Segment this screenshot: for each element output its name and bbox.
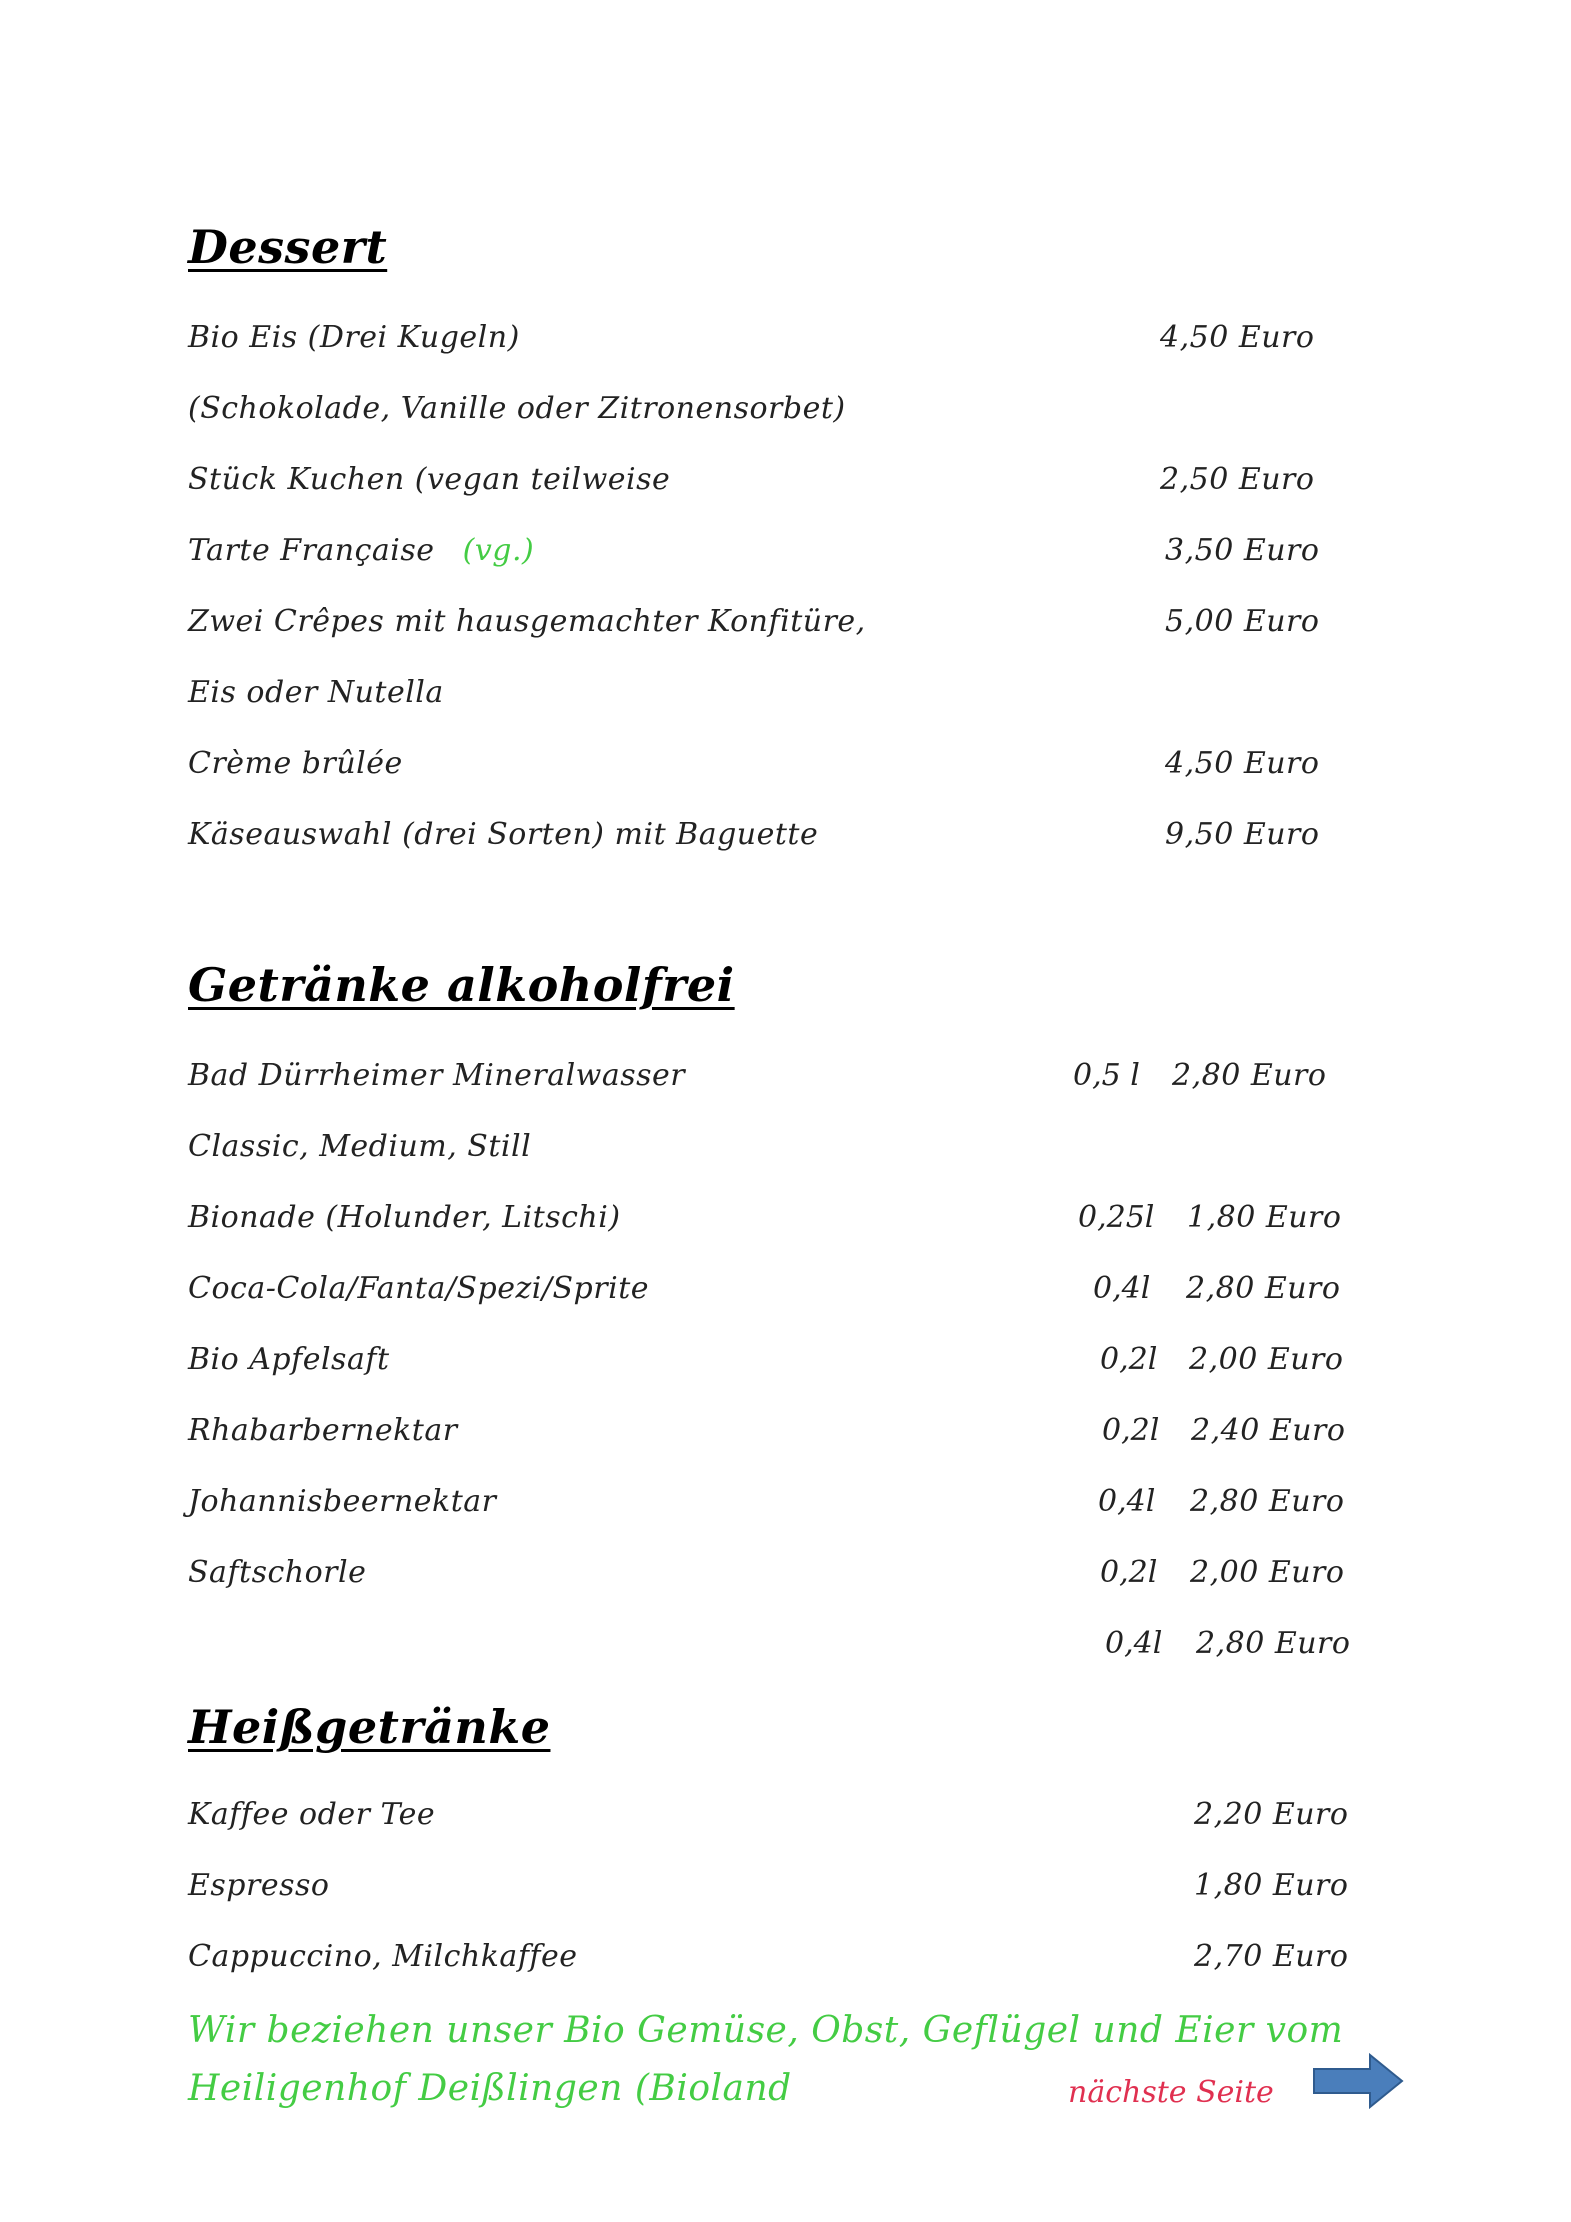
softdrink-item-volume: 0,4l [1093, 1271, 1151, 1306]
softdrink-item-name: Bad Dürrheimer Mineralwasser [188, 1058, 686, 1093]
softdrink-item-name: Bio Apfelsaft [188, 1342, 390, 1377]
supplier-note-line2: Heiligenhof Deißlingen (Bioland [188, 2068, 792, 2109]
hotdrink-item-price: 2,70 Euro [1194, 1939, 1349, 1974]
dessert-item-price: 2,50 Euro [1160, 462, 1315, 497]
dessert-heading: Dessert [188, 220, 388, 274]
softdrink-item-price: 2,40 Euro [1191, 1413, 1346, 1448]
dessert-item-name: Stück Kuchen (vegan teilweise [188, 462, 671, 497]
vegan-tag: (vg.) [462, 533, 535, 568]
softdrink-item-name: Rhabarbernektar [188, 1413, 458, 1448]
softdrink-item-name: Saftschorle [188, 1555, 367, 1590]
dessert-item-name: Eis oder Nutella [188, 675, 444, 710]
dessert-item-name: Zwei Crêpes mit hausgemachter Konfitüre, [188, 604, 866, 639]
softdrink-item-name: Coca-Cola/Fanta/Spezi/Sprite [188, 1271, 649, 1306]
softdrink-item-volume: 0,2l [1100, 1555, 1158, 1590]
softdrink-item-name: Bionade (Holunder, Litschi) [188, 1200, 621, 1235]
softdrinks-heading: Getränke alkoholfrei [188, 958, 735, 1012]
hotdrink-item-price: 1,80 Euro [1194, 1868, 1349, 1903]
softdrink-item-volume: 0,2l [1102, 1413, 1160, 1448]
softdrink-item-volume: 0,5 l [1073, 1058, 1140, 1093]
dessert-item-price: 3,50 Euro [1165, 533, 1320, 568]
softdrink-item-price: 2,00 Euro [1190, 1555, 1345, 1590]
softdrink-item-price: 1,80 Euro [1187, 1200, 1342, 1235]
hotdrink-item-price: 2,20 Euro [1194, 1797, 1349, 1832]
dessert-item-price: 9,50 Euro [1165, 817, 1320, 852]
softdrink-item-name: Johannisbeernektar [188, 1484, 497, 1519]
dessert-item-name: Tarte Française [188, 533, 435, 568]
dessert-item-price: 4,50 Euro [1160, 320, 1315, 355]
softdrink-item-price: 2,80 Euro [1172, 1058, 1327, 1093]
dessert-item-name: Crème brûlée [188, 746, 403, 781]
dessert-item-price: 5,00 Euro [1165, 604, 1320, 639]
next-page-link[interactable]: nächste Seite [1068, 2075, 1274, 2110]
softdrink-item-name: Classic, Medium, Still [188, 1129, 532, 1164]
softdrink-item-volume: 0,4l [1098, 1484, 1156, 1519]
arrow-right-icon[interactable] [1312, 2052, 1404, 2110]
softdrink-item-price: 2,00 Euro [1189, 1342, 1344, 1377]
softdrink-item-price: 2,80 Euro [1196, 1626, 1351, 1661]
supplier-note-line1: Wir beziehen unser Bio Gemüse, Obst, Geflügel und Eier vom [188, 2010, 1344, 2051]
dessert-item-name: Bio Eis (Drei Kugeln) [188, 320, 520, 355]
dessert-item-name: Käseauswahl (drei Sorten) mit Baguette [188, 817, 819, 852]
hotdrinks-heading: Heißgetränke [188, 1700, 551, 1754]
softdrink-item-price: 2,80 Euro [1190, 1484, 1345, 1519]
softdrink-item-volume: 0,2l [1100, 1342, 1158, 1377]
dessert-item-name: (Schokolade, Vanille oder Zitronensorbet) [188, 391, 846, 426]
dessert-item-price: 4,50 Euro [1165, 746, 1320, 781]
hotdrink-item-name: Espresso [188, 1868, 330, 1903]
hotdrink-item-name: Kaffee oder Tee [188, 1797, 436, 1832]
softdrink-item-volume: 0,25l [1078, 1200, 1155, 1235]
dessert-item-row [188, 533, 534, 568]
softdrink-item-volume: 0,4l [1105, 1626, 1163, 1661]
hotdrink-item-name: Cappuccino, Milchkaffee [188, 1939, 578, 1974]
softdrink-item-price: 2,80 Euro [1186, 1271, 1341, 1306]
